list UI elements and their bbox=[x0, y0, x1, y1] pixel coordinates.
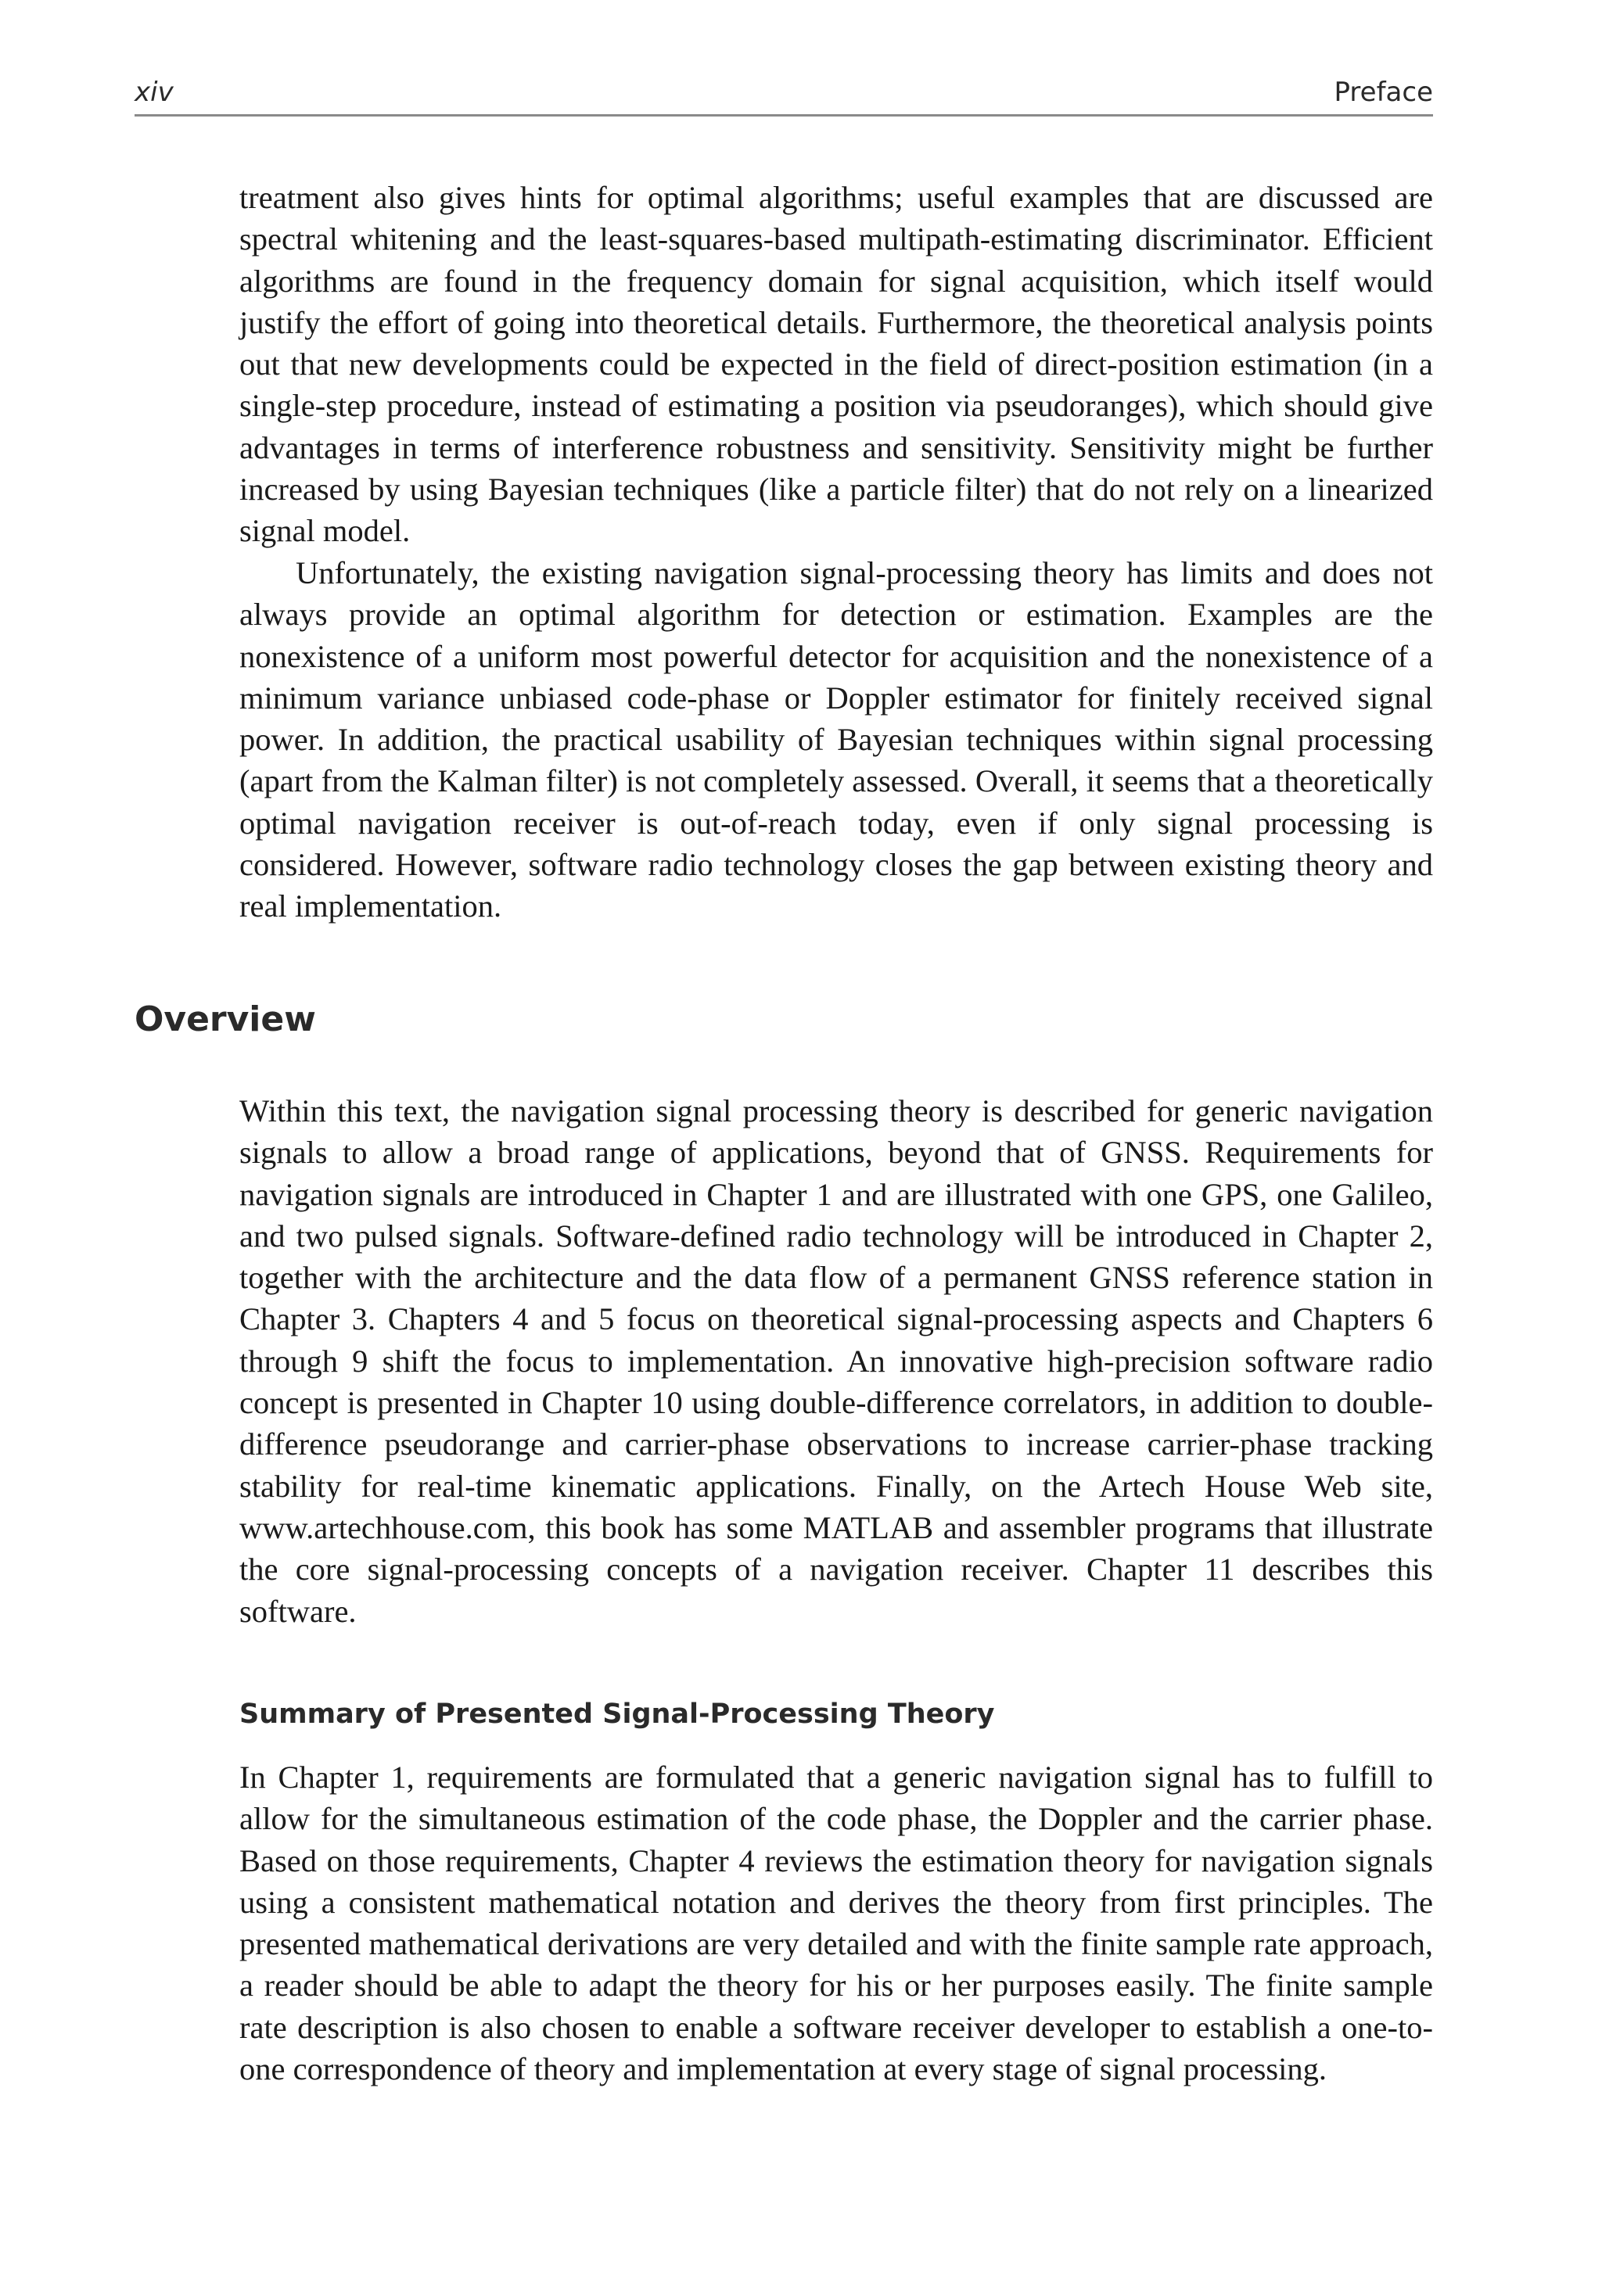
section-heading-overview: Overview bbox=[135, 999, 316, 1039]
paragraph-theory-limits: Unfortunately, the existing navigation signal-processing theory has limits and does not always provide an optimal algorithm for detection or estimation. Examples are the nonexistence of a uniform most powerful detector for acquisition and the nonexistence of a minimum variance unbiased code-phase or Doppler estimator for finitely received signal power. In addition, the practical usability of Bayesian techniques within signal processing (apart from the Kalman filter) is not completely assessed. Overall, it seems that a theoretically optimal navigation receiver is out-of-reach today, even if only signal processing is considered. However, software radio technology closes the gap between existing theory and real implementation. bbox=[239, 555, 1433, 924]
running-head-section: Preface bbox=[1334, 77, 1433, 108]
paragraph-summary: In Chapter 1, requirements are formulated that a generic navigation signal has to fulfill to allow for the simultaneous estimation of the code phase, the Doppler and the carrier phase. Based on those requirements, Chapter 4 reviews the estimation theory for navigation signals using a consistent mathematical notation and derives the theory from first principles. The presented mathematical derivations are very detailed and with the finite sample rate approach, a reader should be able to adapt the theory for his or her purposes easily. The finite sample rate description is also chosen to enable a software receiver developer to establish a one-to-one correspondence of theory and implementation at every stage of signal processing. bbox=[239, 1760, 1433, 2087]
subsection-heading-summary: Summary of Presented Signal-Processing Theory bbox=[239, 1699, 995, 1730]
paragraph-overview: Within this text, the navigation signal processing theory is described for generic navigation signals to allow a broad range of applications, beyond that of GNSS. Requirements for navigation signals are introduced in Chapter 1 and are illustrated with one GPS, one Galileo, and two pulsed signals. Software-defined radio technology will be introduced in Chapter 2, together with the architecture and the data flow of a permanent GNSS reference station in Chapter 3. Chapters 4 and 5 focus on theoretical signal-processing aspects and Chapters 6 through 9 shift the focus to implementation. An innovative high-precision software radio concept is presented in Chapter 10 using double-difference correlators, in addition to double-difference pseudorange and carrier-phase observations to increase carrier-phase tracking stability for real-time kinematic applications. Finally, on the Artech House Web site, www.artechhouse.com, this book has some MATLAB and assembler programs that illustrate the core signal-processing concepts of a navigation receiver. Chapter 11 describes this software. bbox=[239, 1093, 1433, 1629]
running-head bbox=[135, 75, 1433, 117]
page-number: xiv bbox=[135, 77, 174, 108]
paragraph-theory-hints: treatment also gives hints for optimal algorithms; useful examples that are discussed are spectral whitening and the least-squares-based multipath-estimating discriminator. Efficient algorithms are found in the frequency domain for signal acquisition, which itself would justify the effort of going into theoretical details. Furthermore, the theoretical analysis points out that new developments could be expected in the field of direct-position estimation (in a single-step procedure, instead of estimating a position via pseudoranges), which should give advantages in terms of interference robustness and sensitivity. Sensitivity might be further increased by using Bayesian techniques (like a particle filter) that do not rely on a linearized signal model. bbox=[239, 180, 1433, 549]
